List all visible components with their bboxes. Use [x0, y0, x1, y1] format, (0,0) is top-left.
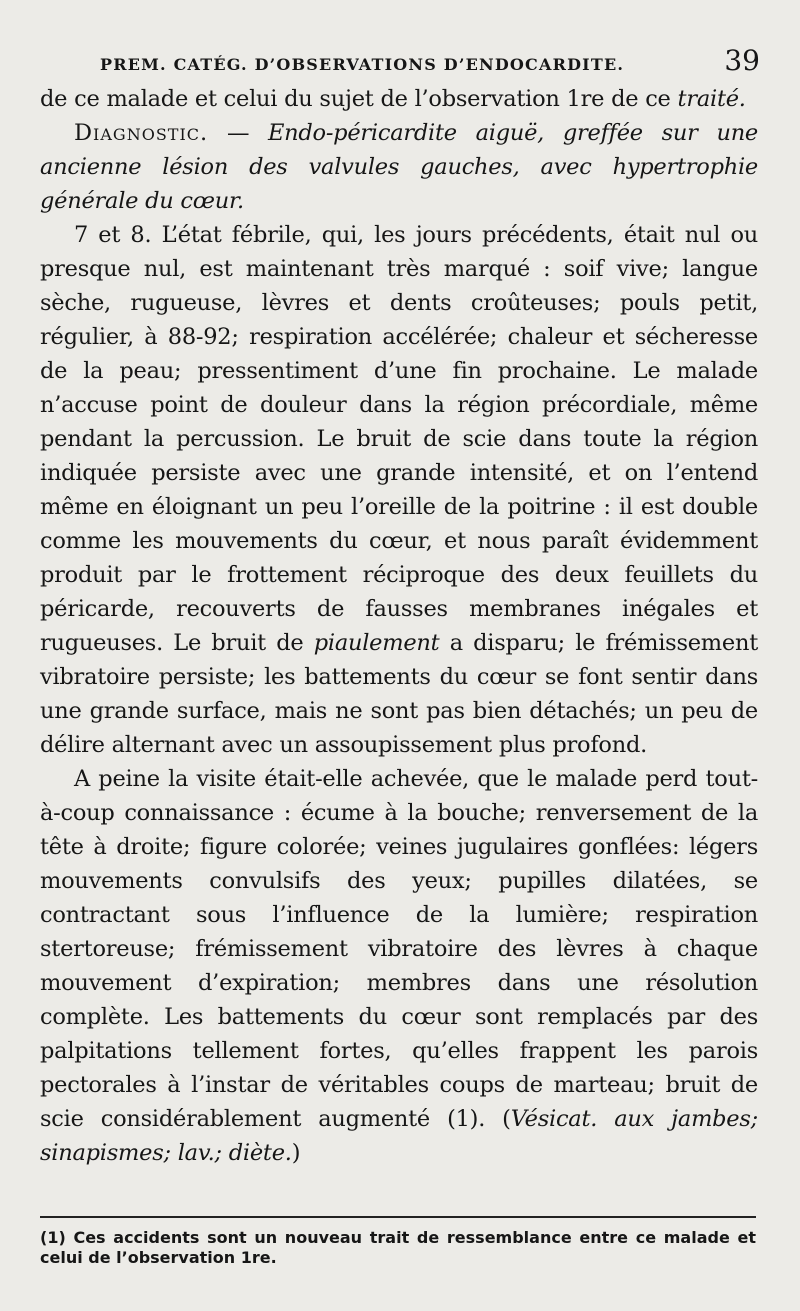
paragraph-crisis	[40, 762, 758, 1170]
paragraph-text: 7 et 8. L’état fébrile, qui, les jours précédents, était nul ou presque nul, est maintenant très marqué : soif vive; langue sèche, rugueuse, lèvres et dents croûteuses; pouls petit, régulier, à 88-92; respiration accélérée; chaleur et sécheresse de la peau; pressentiment d’une fin prochaine. Le malade n’accuse point de douleur dans la région précordiale, même pendant la percussion. Le bruit de scie dans toute la région indiquée persiste avec une grande intensité, et on l’entend même en éloignant un peu l’oreille de la poitrine : il est double comme les mouvements du cœur, et nous paraît évidemment produit par le frottement réciproque des deux feuillets du péricarde, recouverts de fausses membranes inégales et rugueuses. Le bruit de	[40, 222, 758, 656]
running-title: PREM. CATÉG. D’OBSERVATIONS D’ENDOCARDITE.	[100, 55, 625, 74]
paragraph-diagnostic	[40, 116, 758, 218]
paragraph-text: de ce malade et celui du sujet de l’observation 1re de ce	[40, 86, 678, 112]
footnote-text: (1) Ces accidents sont un nouveau trait de ressemblance entre ce malade et celui de l’observation 1re.	[40, 1228, 756, 1267]
footnote	[40, 1228, 756, 1268]
footnote-rule	[40, 1216, 756, 1218]
body-text	[40, 82, 758, 1170]
paragraph-text: A peine la visite était-elle achevée, que le malade perd tout-à-coup connaissance : écume à la bouche; renversement de la tête à droite; figure colorée; veines jugulaires gonflées: légers mouvements convulsifs des yeux; pupilles dilatées, se contractant sous l’influence de la lumière; respiration stertoreuse; frémissement vibratoire des lèvres à chaque mouvement d’expiration; membres dans une résolution complète. Les battements du cœur sont remplacés par des palpitations tellement fortes, qu’elles frappent les parois pectorales à l’instar de véritables coups de marteau; bruit de scie considérablement augmenté (1). (	[40, 766, 758, 1132]
paragraph-italic: Vésicat. aux jambes; sinapismes; lav.; diète.	[40, 1106, 758, 1166]
paragraph-italic: piaulement	[313, 630, 440, 656]
paragraph-continuation	[40, 82, 758, 116]
page-number: 39	[724, 44, 760, 77]
paragraph-days-7-8	[40, 218, 758, 762]
running-head	[100, 44, 760, 80]
paragraph-italic: traité.	[677, 86, 746, 112]
diagnostic-dash: —	[208, 120, 268, 146]
diagnostic-label: Diagnostic.	[74, 120, 209, 146]
paragraph-text-after: a disparu; le frémissement vibratoire persiste; les battements du cœur se font sentir dans une grande surface, mais ne sont pas bien détachés; un peu de délire alternant avec un assoupissement plus profond.	[40, 630, 758, 758]
paragraph-text-after: )	[291, 1140, 301, 1166]
diagnostic-text: Endo-péricardite aiguë, greffée sur une ancienne lésion des valvules gauches, avec hypertrophie générale du cœur.	[40, 120, 758, 214]
